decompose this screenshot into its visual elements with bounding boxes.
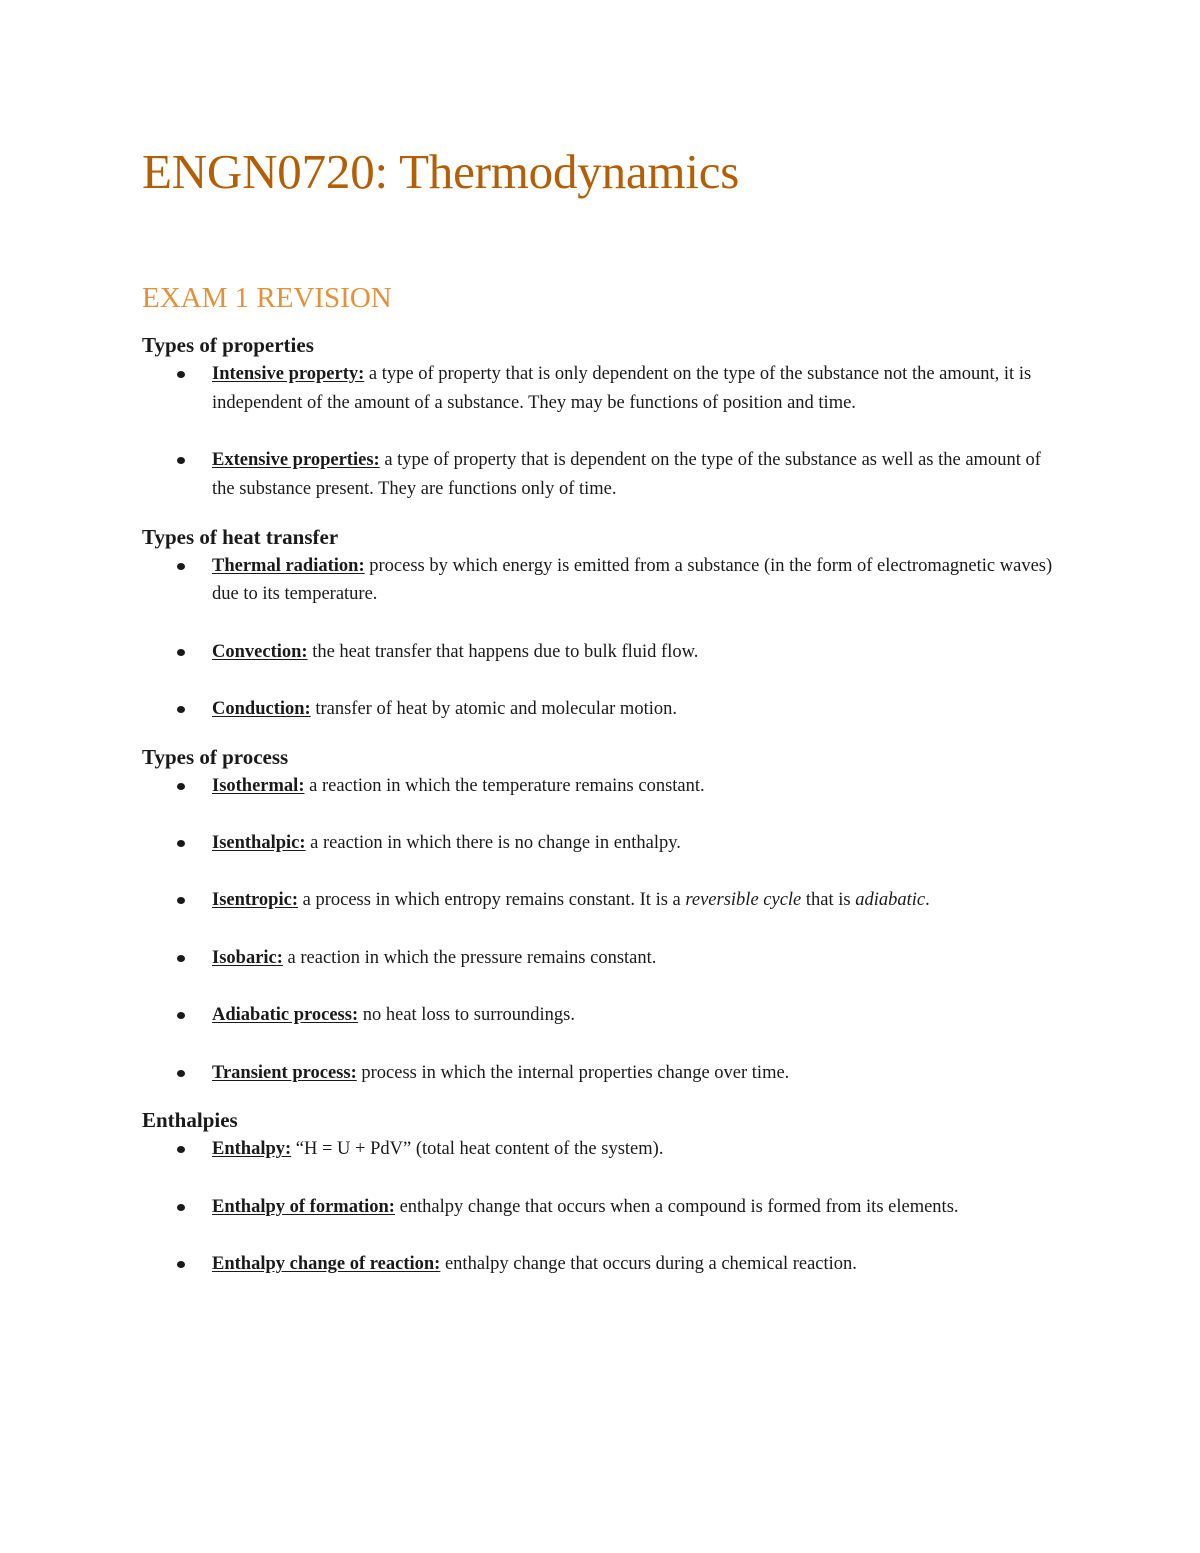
list-item — [142, 886, 1062, 915]
definition-text: process in which the internal properties change over time. — [356, 1062, 790, 1083]
definition-text: . — [925, 890, 930, 911]
bullet-icon — [177, 649, 185, 656]
bullet-icon — [177, 457, 185, 464]
bullet-icon — [177, 1146, 185, 1153]
emphasis-text: reversible cycle — [685, 890, 802, 911]
properties-list — [142, 360, 1062, 504]
bullet-icon — [177, 840, 185, 847]
term-label: Isobaric: — [212, 947, 283, 968]
list-item — [142, 1250, 1062, 1279]
term-label: Conduction: — [212, 698, 311, 719]
bullet-icon — [177, 955, 185, 962]
definition-text: “H = U + PdV” (total heat content of the system). — [291, 1139, 664, 1160]
term-label: Intensive property: — [212, 364, 365, 384]
heat-transfer-list — [142, 552, 1062, 724]
list-item — [142, 944, 1062, 973]
list-item — [142, 360, 1062, 417]
bullet-icon — [177, 783, 185, 790]
definition-text: enthalpy change that occurs during a chemical reaction. — [440, 1254, 857, 1275]
definition-text: process by which energy is emitted from a substance (in the form of electromagnetic waves) due to its temperature. — [212, 555, 1053, 605]
definition-text: transfer of heat by atomic and molecular motion. — [310, 698, 677, 719]
emphasis-text: adiabatic — [855, 890, 926, 911]
bullet-icon — [177, 1204, 185, 1211]
term-label: Enthalpy of formation: — [212, 1196, 395, 1217]
list-item — [142, 772, 1062, 801]
list-item — [142, 552, 1062, 609]
list-item — [142, 446, 1062, 503]
term-label: Transient process: — [212, 1062, 357, 1083]
process-list — [142, 772, 1062, 1088]
definition-text: that is — [801, 890, 856, 911]
section-heading-enthalpies: Enthalpies — [142, 1108, 238, 1133]
term-label: Isothermal: — [212, 775, 305, 796]
list-item — [142, 829, 1062, 858]
term-label: Enthalpy change of reaction: — [212, 1254, 441, 1275]
bullet-icon — [177, 371, 185, 378]
definition-text: a process in which entropy remains constant. It is a — [298, 890, 686, 911]
list-item — [142, 1059, 1062, 1088]
term-label: Extensive properties: — [212, 450, 380, 471]
document-page — [142, 140, 1062, 1279]
term-label: Adiabatic process: — [212, 1005, 359, 1026]
term-label: Isenthalpic: — [212, 833, 306, 854]
bullet-icon — [177, 706, 185, 713]
definition-text: the heat transfer that happens due to bulk fluid flow. — [307, 641, 699, 662]
definition-text: a type of property that is dependent on the type of the substance as well as the amount of the substance present. They are functions only of time. — [212, 450, 1041, 499]
term-label: Convection: — [212, 641, 308, 662]
bullet-icon — [177, 1070, 185, 1077]
section-heading-process: Types of process — [142, 744, 289, 769]
term-label: Enthalpy: — [212, 1139, 292, 1160]
document-title: ENGN0720: Thermodynamics — [142, 144, 740, 199]
section-heading-properties: Types of properties — [142, 333, 314, 357]
definition-text: a reaction in which there is no change in enthalpy. — [305, 833, 681, 854]
definition-text: a reaction in which the pressure remains constant. — [282, 947, 657, 968]
bullet-icon — [177, 1261, 185, 1268]
definition-text: enthalpy change that occurs when a compound is formed from its elements. — [394, 1196, 959, 1217]
list-item — [142, 1001, 1062, 1030]
list-item — [142, 1193, 1062, 1222]
definition-text: a type of property that is only dependent on the type of the substance not the amount, it is independent of the amount of a substance. They may be functions of position and time. — [212, 364, 1032, 413]
definition-text: no heat loss to surroundings. — [358, 1005, 575, 1026]
term-label: Thermal radiation: — [212, 555, 365, 576]
list-item — [142, 638, 1062, 667]
section-heading-heat-transfer: Types of heat transfer — [142, 524, 339, 549]
definition-text: a reaction in which the temperature remains constant. — [304, 775, 705, 796]
enthalpies-list — [142, 1135, 1062, 1278]
bullet-icon — [177, 897, 185, 904]
document-subtitle: EXAM 1 REVISION — [142, 282, 392, 314]
list-item — [142, 695, 1062, 724]
list-item — [142, 1135, 1062, 1164]
bullet-icon — [177, 563, 185, 570]
bullet-icon — [177, 1012, 185, 1019]
term-label: Isentropic: — [212, 890, 298, 911]
